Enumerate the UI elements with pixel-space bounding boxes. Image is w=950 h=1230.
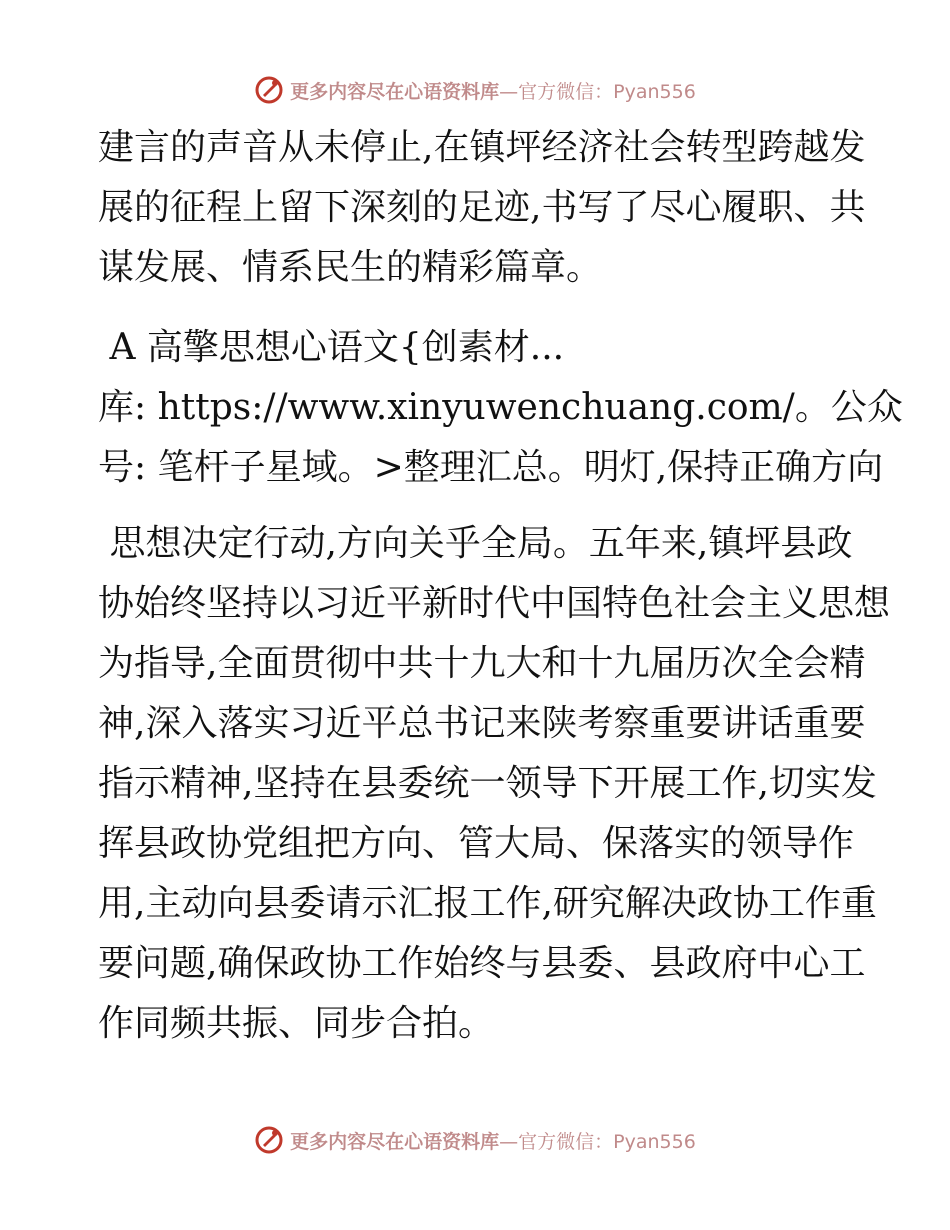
document-body (98, 118, 903, 1054)
text-line: A 高擎思想心语文{创素材... (98, 327, 565, 368)
paragraph-3 (98, 514, 891, 1054)
header-banner-main: 更多内容尽在心语资料库 (290, 80, 500, 103)
text-line: 建言的声音从未停止,在镇坪经济社会转型跨越发 (98, 127, 866, 168)
footer-banner-main: 更多内容尽在心语资料库 (290, 1130, 500, 1153)
text-line: 要问题,确保政协工作始终与县委、县政府中心工 (98, 943, 866, 984)
paragraph-1 (98, 118, 866, 298)
header-banner-sub: —官方微信：Pyan556 (499, 80, 696, 103)
text-line: 谋发展、情系民生的精彩篇章。 (98, 247, 603, 288)
text-line-link: 库: https://www.xinyuwenchuang.com/。公众 (98, 387, 903, 428)
text-line: 用,主动向县委请示汇报工作,研究解决政协工作重 (98, 883, 877, 924)
text-line: 作同频共振、同步合拍。 (98, 1003, 495, 1044)
footer-banner (0, 1120, 950, 1160)
footer-banner-sub: —官方微信：Pyan556 (499, 1130, 696, 1153)
text-line: 指示精神,坚持在县委统一领导下开展工作,切实发 (98, 763, 877, 804)
text-line: 为指导,全面贯彻中共十九大和十九届历次全会精 (98, 643, 866, 684)
brand-logo-icon (254, 75, 284, 105)
text-line: 展的征程上留下深刻的足迹,书写了尽心履职、共 (98, 187, 866, 228)
header-banner (0, 70, 950, 110)
text-line: 协始终坚持以习近平新时代中国特色社会主义思想 (98, 583, 891, 624)
text-line: 号: 笔杆子星域。>整理汇总。明灯,保持正确方向 (98, 447, 884, 488)
text-line: 挥县政协党组把方向、管大局、保落实的领导作 (98, 823, 855, 864)
brand-logo-icon (254, 1125, 284, 1155)
text-line: 神,深入落实习近平总书记来陕考察重要讲话重要 (98, 703, 866, 744)
paragraph-2 (98, 318, 903, 498)
text-line: 思想决定行动,方向关乎全局。五年来,镇坪县政 (98, 523, 853, 564)
